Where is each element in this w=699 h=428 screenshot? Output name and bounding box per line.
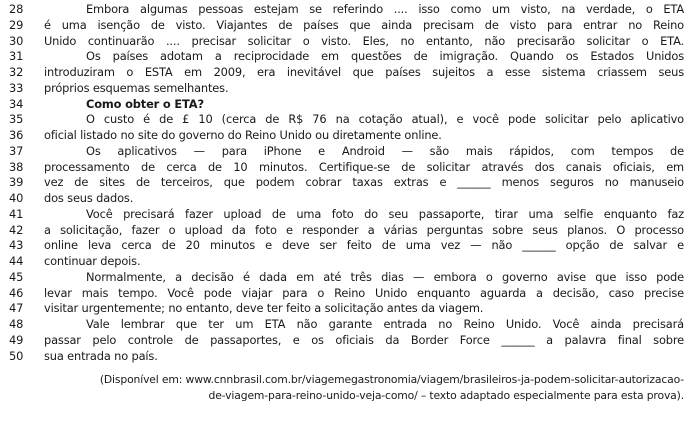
text-line [0, 238, 699, 253]
text-line [0, 128, 699, 143]
line-number: 41 [9, 206, 24, 221]
line-number: 30 [9, 33, 24, 48]
line-text: visitar urgentemente; no entanto, deve ter feito a solicitação antes da viagem. [44, 301, 484, 316]
line-text: passar pelo controle de passaportes, e os oficiais da Border Force ______ a palavra final sobre [44, 332, 684, 347]
line-number: 34 [9, 96, 24, 111]
text-line [0, 175, 699, 190]
text-line [0, 49, 699, 64]
line-text: é uma isenção de visto. Viajantes de países que ainda precisam de visto para entrar no Reino [44, 17, 684, 32]
line-text: Unido continuarão .... precisar solicitar o visto. Eles, no entanto, não precisarão solicitar o ETA. [44, 33, 684, 48]
text-line [0, 301, 699, 316]
line-number: 36 [9, 128, 24, 142]
line-number: 35 [9, 112, 24, 127]
line-number: 29 [9, 17, 24, 32]
line-number: 33 [9, 80, 24, 95]
line-number: 38 [9, 159, 24, 174]
line-text: sua entrada no país. [44, 348, 158, 363]
source-citation-line-2: de-viagem-para-reino-unido-veja-como/ – texto adaptado especialmente para esta prova). [208, 389, 684, 402]
text-line [0, 254, 699, 269]
line-text: próprios esquemas semelhantes. [44, 80, 229, 95]
text-line [0, 34, 699, 49]
text-line [0, 333, 699, 348]
line-number: 32 [9, 65, 24, 79]
line-text: oficial listado no site do governo do Reino Unido ou diretamente online. [44, 128, 442, 142]
line-number: 47 [9, 301, 24, 316]
text-line [0, 317, 699, 332]
text-line [0, 112, 699, 127]
line-number: 39 [9, 175, 24, 190]
line-text: continuar depois. [44, 254, 141, 268]
line-number: 42 [9, 222, 24, 237]
line-text: levar mais tempo. Você pode viajar para o Reino Unido enquanto aguarda a decisão, caso precise [44, 285, 684, 300]
line-text: Os aplicativos — para iPhone e Android — são mais rápidos, com tempos de [86, 143, 684, 158]
text-line [0, 270, 699, 285]
line-text: Vale lembrar que ter um ETA não garante entrada no Reino Unido. Você ainda precisará [86, 317, 684, 331]
text-line [0, 223, 699, 238]
text-line [0, 144, 699, 159]
text-line [0, 160, 699, 175]
line-text: Normalmente, a decisão é dada em até três dias — embora o governo avise que isso pode [86, 269, 684, 284]
source-citation-line-1: (Disponível em: www.cnnbrasil.com.br/viagemegastronomia/viagem/brasileiros-ja-podem-solicitar-autorizacao- [99, 373, 684, 386]
line-number: 40 [9, 191, 24, 205]
line-text: Você precisará fazer upload de uma foto do seu passaporte, tirar uma selfie enquanto faz [86, 206, 684, 221]
line-number: 46 [9, 285, 24, 300]
line-number: 48 [9, 317, 24, 331]
line-text: processamento de cerca de 10 minutos. Certifique-se de solicitar através dos canais oficiais, em [44, 159, 684, 174]
line-text: online leva cerca de 20 minutos e deve ser feito de uma vez — não ______ opção de salvar e [44, 238, 684, 253]
text-line [0, 207, 699, 222]
text-line [0, 65, 699, 80]
line-number: 49 [9, 332, 24, 347]
line-number: 44 [9, 254, 24, 268]
line-number: 45 [9, 269, 24, 284]
text-line [0, 191, 699, 206]
text-line [0, 18, 699, 33]
text-line [0, 81, 699, 96]
line-text: dos seus dados. [44, 191, 134, 205]
line-text: a solicitação, fazer o upload da foto e responder a várias perguntas sobre seus planos. O processo [44, 222, 684, 237]
section-heading: Como obter o ETA? [86, 96, 204, 111]
text-line [0, 349, 699, 364]
line-text: O custo é de £ 10 (cerca de R$ 76 na cotação atual), e você pode solicitar pelo aplicativo [86, 112, 684, 127]
line-text: vez de sites de terceiros, que podem cobrar taxas extras e ______ menos seguros no manuseio [44, 175, 684, 190]
line-text: introduziram o ESTA em 2009, era inevitável que países sujeitos a esse sistema criassem seus [44, 65, 684, 79]
line-text: Embora algumas pessoas estejam se referindo .... isso como um visto, na verdade, o ETA [86, 2, 684, 16]
text-line [0, 97, 699, 112]
text-line [0, 286, 699, 301]
line-number: 31 [9, 49, 24, 64]
line-number: 28 [9, 2, 24, 16]
line-number: 37 [9, 143, 24, 158]
line-number: 43 [9, 238, 24, 253]
line-number: 50 [9, 348, 24, 363]
text-line [0, 2, 699, 17]
line-text: Os países adotam a reciprocidade em questões de imigração. Quando os Estados Unidos [86, 49, 684, 64]
